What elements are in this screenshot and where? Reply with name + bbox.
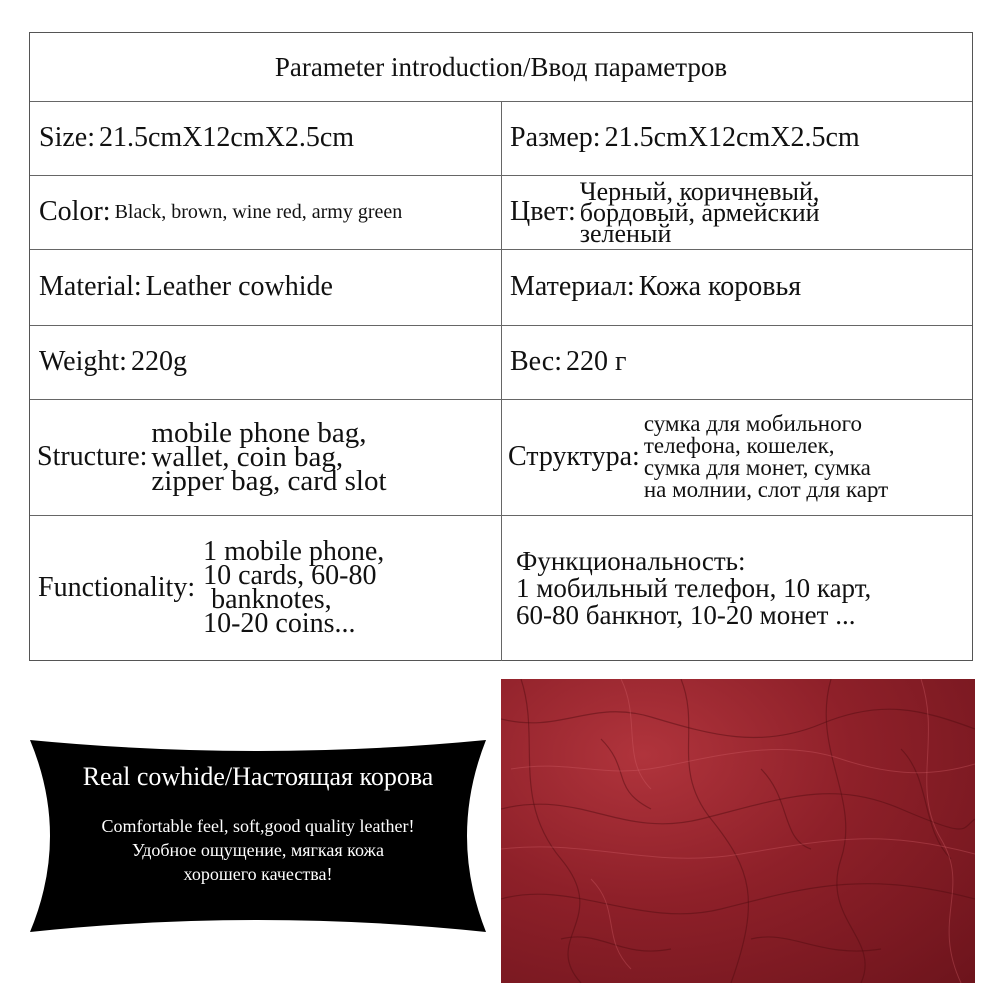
material-ru-cell bbox=[510, 249, 970, 325]
color-ru-line: зеленый bbox=[579, 218, 672, 248]
banner-title: Real cowhide/Настоящая корова bbox=[82, 762, 434, 791]
functionality-ru-line: 60-80 банкнот, 10-20 монет ... bbox=[516, 599, 856, 630]
size-label: Size: bbox=[39, 122, 95, 153]
color-label: Color: bbox=[39, 196, 111, 227]
functionality-value bbox=[203, 536, 385, 639]
functionality-line: 1 mobile phone, bbox=[203, 536, 385, 567]
structure-line: mobile phone bag, bbox=[151, 417, 367, 449]
structure-ru-cell bbox=[508, 399, 972, 515]
functionality-ru-line: Функциональность: bbox=[516, 545, 746, 576]
structure-ru-label: Структура: bbox=[508, 441, 640, 472]
color-ru-value bbox=[579, 176, 820, 248]
weight-ru-label: Вес: bbox=[510, 346, 563, 377]
color-ru-line: бордовый, армейский bbox=[579, 197, 820, 227]
structure-value bbox=[151, 417, 387, 497]
weight-value: 220g bbox=[130, 346, 187, 377]
structure-line: zipper bag, card slot bbox=[151, 465, 387, 497]
parameter-table bbox=[29, 32, 973, 661]
structure-ru-line: сумка для мобильного bbox=[643, 411, 862, 436]
weight-en-cell bbox=[39, 325, 499, 399]
color-ru-label: Цвет: bbox=[510, 196, 576, 227]
weight-label: Weight: bbox=[39, 346, 127, 377]
weight-ru-value: 220 г bbox=[566, 346, 627, 377]
material-value: Leather cowhide bbox=[145, 271, 333, 302]
material-en-cell bbox=[39, 249, 499, 325]
functionality-line: banknotes, bbox=[211, 584, 332, 615]
functionality-line: 10 cards, 60-80 bbox=[203, 560, 377, 591]
leather-texture-image bbox=[501, 679, 975, 983]
material-ru-value: Кожа коровья bbox=[638, 271, 802, 302]
functionality-label: Functionality: bbox=[38, 572, 196, 603]
banner-line: Comfortable feel, soft,good quality leather! bbox=[101, 816, 415, 836]
structure-ru-line: на молнии, слот для карт bbox=[643, 477, 889, 502]
size-value: 21.5cmX12cmX2.5cm bbox=[99, 122, 355, 153]
column-divider bbox=[501, 101, 502, 661]
functionality-ru-cell bbox=[516, 515, 970, 661]
promo-banner bbox=[30, 738, 486, 934]
structure-ru-value bbox=[644, 413, 888, 501]
table-title: Parameter introduction/Ввод параметров bbox=[274, 51, 728, 82]
leather-grain bbox=[501, 679, 975, 983]
functionality-line: 10-20 coins... bbox=[203, 608, 356, 639]
color-ru-cell bbox=[510, 175, 970, 249]
color-en-cell bbox=[39, 175, 499, 249]
size-ru-value: 21.5cmX12cmX2.5cm bbox=[604, 122, 860, 153]
structure-label: Structure: bbox=[37, 441, 148, 472]
size-en-cell bbox=[39, 101, 499, 175]
structure-line: wallet, coin bag, bbox=[151, 441, 344, 473]
banner-line: хорошего качества! bbox=[183, 864, 333, 884]
functionality-ru-value bbox=[516, 545, 872, 630]
color-value: Black, brown, wine red, army green bbox=[114, 200, 403, 223]
structure-ru-line: телефона, кошелек, bbox=[643, 433, 835, 458]
structure-ru-line: сумка для монет, сумка bbox=[643, 455, 871, 480]
structure-en-cell bbox=[37, 399, 499, 515]
functionality-ru-line: 1 мобильный телефон, 10 карт, bbox=[516, 572, 872, 603]
size-ru-label: Размер: bbox=[510, 122, 601, 153]
material-ru-label: Материал: bbox=[510, 271, 635, 302]
color-ru-line: Черный, коричневый, bbox=[579, 176, 820, 206]
size-ru-cell bbox=[510, 101, 970, 175]
weight-ru-cell bbox=[510, 325, 970, 399]
functionality-en-cell bbox=[38, 515, 500, 661]
banner-line: Удобное ощущение, мягкая кожа bbox=[132, 840, 384, 860]
material-label: Material: bbox=[39, 271, 142, 302]
